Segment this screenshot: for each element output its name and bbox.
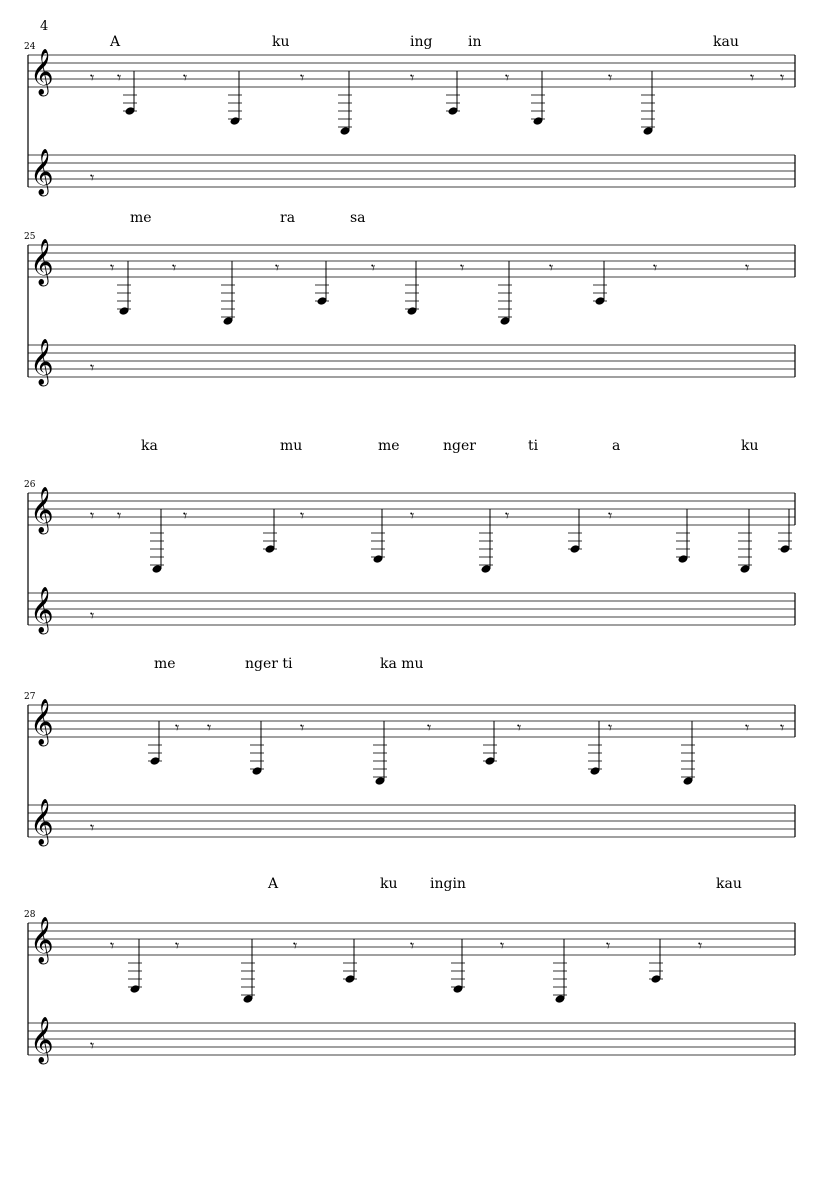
rest-icon: 𝄾 (110, 258, 115, 277)
note (483, 721, 497, 766)
rest-icon: 𝄾 (371, 258, 376, 277)
note (738, 509, 752, 574)
score-systems (24, 34, 795, 1065)
note (221, 261, 235, 326)
note (553, 939, 567, 1004)
treble-clef-icon: 𝄞 (30, 487, 54, 533)
measure-number: 24 (24, 42, 36, 52)
note (649, 939, 663, 984)
note (446, 71, 460, 116)
page-number: 4 (40, 19, 49, 34)
rest-icon: 𝄾 (175, 718, 180, 737)
lower-staff (28, 149, 795, 197)
treble-clef-icon: 𝄞 (30, 799, 54, 845)
lyric-syllable: ti (528, 438, 539, 454)
note (315, 261, 329, 306)
note (343, 939, 357, 984)
rest-icon: 𝄾 (293, 936, 298, 955)
note (373, 721, 387, 786)
rest-icon: 𝄾 (410, 68, 415, 87)
lyric-syllable: ku (272, 34, 290, 50)
treble-clef-icon: 𝄞 (30, 149, 54, 195)
rest-icon: 𝄾 (117, 68, 122, 87)
note (568, 509, 582, 554)
rest-icon: 𝄾 (300, 68, 305, 87)
rest-icon: 𝄾 (505, 506, 510, 525)
rest-icon: 𝄾 (90, 68, 95, 87)
rest-icon: 𝄾 (410, 506, 415, 525)
lyric-syllable: mu (280, 438, 303, 454)
rest-icon: 𝄾 (745, 258, 750, 277)
treble-clef-icon: 𝄞 (30, 587, 54, 633)
rest-icon: 𝄾 (606, 936, 611, 955)
lyric-syllable: A (268, 876, 279, 892)
treble-clef-icon: 𝄞 (30, 917, 54, 963)
treble-clef-icon: 𝄞 (30, 1017, 54, 1063)
rest-icon: 𝄾 (175, 936, 180, 955)
note (641, 71, 655, 136)
note (263, 509, 277, 554)
rest-icon: 𝄾 (698, 936, 703, 955)
rest-icon: 𝄾 (500, 936, 505, 955)
rest-icon: 𝄾 (117, 506, 122, 525)
rest-icon: 𝄾 (300, 718, 305, 737)
rest-icon: 𝄾 (460, 258, 465, 277)
lyric-syllable: ra (280, 210, 296, 226)
lyric-syllable: ku (741, 438, 759, 454)
lower-staff (28, 799, 795, 847)
rest-icon: 𝄾 (90, 506, 95, 525)
system-27 (24, 692, 795, 892)
rest-icon: 𝄾 (653, 258, 658, 277)
lower-staff (28, 339, 795, 387)
note (148, 721, 162, 766)
lyric-syllable: me (130, 210, 152, 226)
measure-number: 26 (24, 480, 36, 490)
note (498, 261, 512, 326)
rest-icon: 𝄾 (183, 506, 188, 525)
lyric-syllable: kau (713, 34, 739, 50)
measure-number: 27 (24, 692, 36, 702)
treble-clef-icon: 𝄞 (30, 699, 54, 745)
rest-icon: 𝄾 (90, 168, 95, 187)
rest-icon: 𝄾 (745, 718, 750, 737)
treble-clef-icon: 𝄞 (30, 49, 54, 95)
rest-icon: 𝄾 (780, 68, 785, 87)
rest-icon: 𝄾 (300, 506, 305, 525)
rest-icon: 𝄾 (183, 68, 188, 87)
rest-icon: 𝄾 (275, 258, 280, 277)
lyric-syllable: A (110, 34, 121, 50)
lyric-syllable: kau (716, 876, 742, 892)
rest-icon: 𝄾 (750, 68, 755, 87)
rest-icon: 𝄾 (90, 1036, 95, 1055)
lyric-syllable: ing (410, 34, 433, 50)
treble-clef-icon: 𝄞 (30, 339, 54, 385)
upper-staff (28, 239, 795, 287)
system-25 (24, 232, 795, 454)
rest-icon: 𝄾 (608, 506, 613, 525)
note (778, 509, 792, 554)
note (681, 721, 695, 786)
lyric-syllable: ka mu (380, 656, 424, 672)
system-24 (24, 34, 795, 226)
lyric-syllable: a (612, 438, 621, 454)
rest-icon: 𝄾 (410, 936, 415, 955)
lyric-syllable: sa (350, 210, 366, 226)
lyric-syllable: me (154, 656, 176, 672)
lyric-syllable: nger ti (245, 656, 293, 672)
measure-number: 28 (24, 910, 36, 920)
lyric-syllable: me (378, 438, 400, 454)
rest-icon: 𝄾 (90, 358, 95, 377)
rest-icon: 𝄾 (90, 606, 95, 625)
rest-icon: 𝄾 (172, 258, 177, 277)
lyric-syllable: in (468, 34, 482, 50)
rest-icon: 𝄾 (505, 68, 510, 87)
lower-staff (28, 1017, 795, 1065)
treble-clef-icon: 𝄞 (30, 239, 54, 285)
measure-number: 25 (24, 232, 36, 242)
system-26 (24, 480, 795, 672)
lyric-syllable: ka (141, 438, 158, 454)
note (150, 509, 164, 574)
lyric-syllable: ku (380, 876, 398, 892)
rest-icon: 𝄾 (207, 718, 212, 737)
rest-icon: 𝄾 (427, 718, 432, 737)
system-28 (24, 910, 795, 1065)
lower-staff (28, 587, 795, 635)
note (241, 939, 255, 1004)
note (338, 71, 352, 136)
note (479, 509, 493, 574)
rest-icon: 𝄾 (110, 936, 115, 955)
rest-icon: 𝄾 (608, 718, 613, 737)
lyric-syllable: nger (443, 438, 476, 454)
rest-icon: 𝄾 (90, 818, 95, 837)
lyric-syllable: ingin (430, 876, 466, 892)
note (123, 71, 137, 116)
upper-staff (28, 699, 795, 747)
note (593, 261, 607, 306)
rest-icon: 𝄾 (608, 68, 613, 87)
rest-icon: 𝄾 (517, 718, 522, 737)
rest-icon: 𝄾 (549, 258, 554, 277)
rest-icon: 𝄾 (780, 718, 785, 737)
